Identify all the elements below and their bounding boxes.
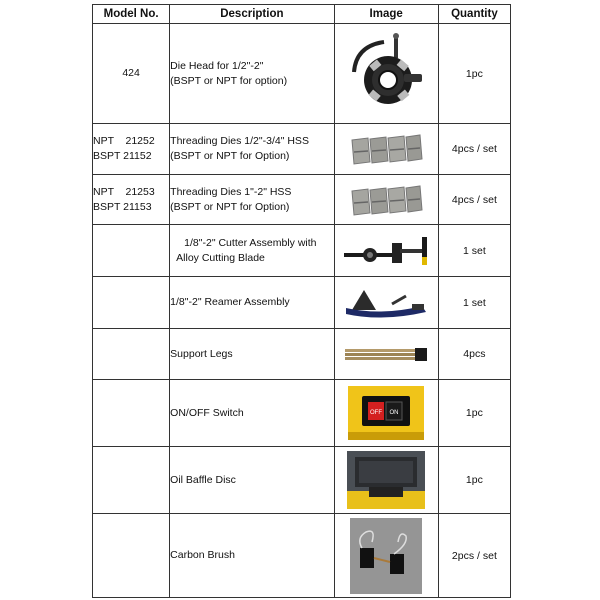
table-row	[93, 225, 511, 277]
on-label: ON	[389, 410, 399, 416]
description-line: Threading Dies 1/2"-3/4" HSS	[170, 135, 309, 147]
model-cell	[93, 277, 170, 329]
model-cell	[93, 225, 170, 277]
model-cell	[93, 380, 170, 447]
quantity-cell: 1pc	[438, 24, 510, 124]
model-number: BSPT 21153	[93, 200, 152, 213]
support-legs-image	[343, 345, 429, 363]
quantity-cell: 2pcs / set	[438, 514, 510, 598]
description-line: (BSPT or NPT for option)	[170, 74, 288, 87]
quantity-cell: 4pcs / set	[438, 124, 510, 175]
description-line: 1/8"-2" Cutter Assembly with	[184, 236, 317, 249]
model-number: NPT 21253	[93, 185, 155, 198]
model-cell	[93, 447, 170, 514]
image-cell	[334, 124, 438, 175]
table-row	[93, 277, 511, 329]
die-head-image	[344, 32, 428, 116]
header-quantity: Quantity	[438, 5, 510, 24]
on-off-switch-image	[348, 386, 424, 440]
threading-dies-image	[348, 183, 424, 217]
description-line: Carbon Brush	[170, 549, 235, 561]
table-row	[93, 329, 511, 380]
model-number: NPT 21252	[93, 135, 155, 147]
reamer-assembly-image	[342, 286, 430, 320]
description-cell	[170, 277, 334, 329]
description-line: (BSPT or NPT for Option)	[170, 200, 290, 213]
quantity-cell: 4pcs	[438, 329, 510, 380]
header-description: Description	[170, 5, 334, 24]
model-number: 424	[122, 67, 140, 79]
description-line: (BSPT or NPT for Option)	[170, 150, 290, 162]
description-line: 1/8"-2" Reamer Assembly	[170, 296, 290, 308]
header-row	[93, 5, 511, 24]
table-row	[93, 124, 511, 175]
table-row	[93, 175, 511, 225]
image-cell	[334, 447, 438, 514]
quantity-cell: 4pcs / set	[438, 175, 510, 225]
description-cell	[170, 225, 334, 277]
quantity-cell: 1 set	[438, 277, 510, 329]
description-cell	[170, 329, 334, 380]
description-cell	[170, 380, 334, 447]
image-cell	[334, 514, 438, 598]
table-row	[93, 380, 511, 447]
description-line: Alloy Cutting Blade	[176, 251, 265, 264]
model-cell	[93, 329, 170, 380]
carbon-brush-image	[350, 518, 422, 594]
model-cell	[93, 24, 170, 124]
image-cell	[334, 24, 438, 124]
image-cell	[334, 225, 438, 277]
description-cell	[170, 447, 334, 514]
parts-table	[92, 4, 511, 598]
header-image: Image	[334, 5, 438, 24]
cutter-assembly-image	[340, 233, 432, 269]
description-line: ON/OFF Switch	[170, 406, 244, 419]
quantity-cell: 1pc	[438, 380, 510, 447]
model-number: BSPT 21152	[93, 150, 152, 162]
description-line: Threading Dies 1"-2" HSS	[170, 185, 292, 198]
threading-dies-image	[348, 132, 424, 166]
image-cell	[334, 175, 438, 225]
description-cell	[170, 514, 334, 598]
quantity-cell: 1 set	[438, 225, 510, 277]
table-row	[93, 24, 511, 124]
image-cell	[334, 329, 438, 380]
description-line: Oil Baffle Disc	[170, 473, 236, 486]
oil-baffle-disc-image	[347, 451, 425, 509]
description-cell	[170, 175, 334, 225]
model-cell	[93, 124, 170, 175]
table-row	[93, 514, 511, 598]
description-cell	[170, 24, 334, 124]
image-cell	[334, 380, 438, 447]
table-row	[93, 447, 511, 514]
quantity-cell: 1pc	[438, 447, 510, 514]
description-line: Support Legs	[170, 347, 233, 360]
header-model: Model No.	[93, 5, 170, 24]
model-cell	[93, 514, 170, 598]
off-label: OFF	[370, 410, 383, 416]
model-cell	[93, 175, 170, 225]
description-line: Die Head for 1/2"-2"	[170, 59, 264, 72]
description-cell	[170, 124, 334, 175]
image-cell	[334, 277, 438, 329]
